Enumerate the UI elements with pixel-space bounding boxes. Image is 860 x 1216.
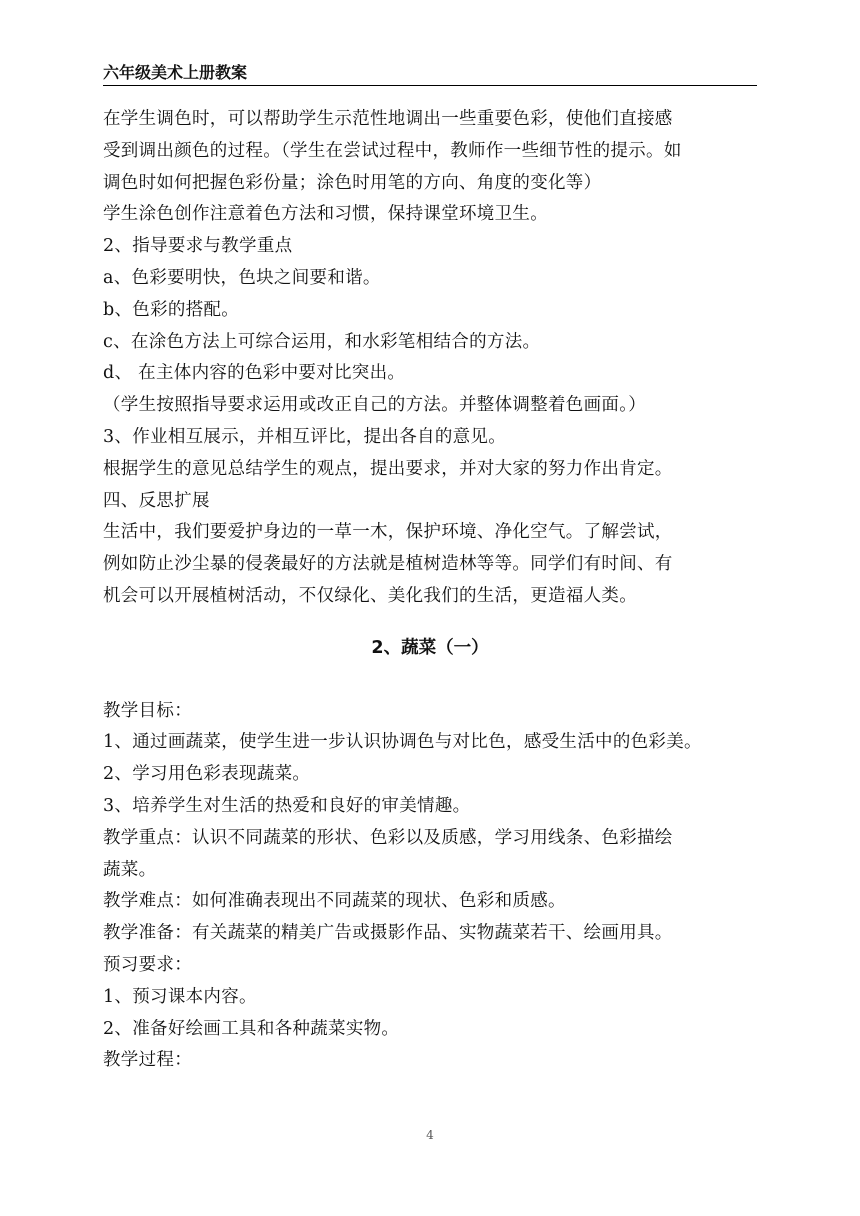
section-title: 2、蔬菜（一） [371,637,489,658]
paragraph-line: 2、学习用色彩表现蔬菜。 [103,764,311,785]
paragraph-line: 根据学生的意见总结学生的观点，提出要求，并对大家的努力作出肯定。 [103,458,673,479]
paragraph-line: b、色彩的搭配。 [103,299,240,320]
paragraph-line: 2、指导要求与教学重点 [103,236,293,257]
paragraph-line: 预习要求： [103,954,192,975]
paragraph-line: 2、准备好绘画工具和各种蔬菜实物。 [103,1018,400,1039]
paragraph-line: 调色时如何把握色彩份量；涂色时用笔的方向、角度的变化等） [103,172,602,193]
paragraph-line: 教学准备：有关蔬菜的精美广告或摄影作品、实物蔬菜若干、绘画用具。 [103,923,673,944]
paragraph-line: 机会可以开展植树活动，不仅绿化、美化我们的生活，更造福人类。 [103,585,637,606]
paragraph-line: 教学重点：认识不同蔬菜的形状、色彩以及质感，学习用线条、色彩描绘 [103,827,673,848]
paragraph-line: 例如防止沙尘暴的侵袭最好的方法就是植树造林等等。同学们有时间、有 [103,554,673,575]
paragraph-line: 学生涂色创作注意着色方法和习惯，保持课堂环境卫生。 [103,204,548,225]
paragraph-line: 生活中，我们要爱护身边的一草一木，保护环境、净化空气。了解尝试， [103,522,673,543]
paragraph-line: a、色彩要明快，色块之间要和谐。 [103,267,381,288]
page-number: 4 [426,1128,434,1142]
paragraph-line: 3、作业相互展示，并相互评比，提出各自的意见。 [103,426,507,447]
paragraph-line: 四、反思扩展 [103,490,210,511]
paragraph-line: 在学生调色时，可以帮助学生示范性地调出一些重要色彩，使他们直接感 [103,109,673,129]
paragraph-line: c、在涂色方法上可综合运用，和水彩笔相结合的方法。 [103,331,541,352]
paragraph-line: 教学目标： [103,700,192,721]
paragraph-line: d、 在主体内容的色彩中要对比突出。 [103,363,406,384]
paragraph-line: 教学过程： [103,1050,192,1071]
paragraph-line: （学生按照指导要求运用或改正自己的方法。并整体调整着色画面。） [103,395,647,416]
paragraph-line: 3、培养学生对生活的热爱和良好的审美情趣。 [103,795,471,816]
header-divider [103,85,757,86]
paragraph-line: 1、预习课本内容。 [103,986,257,1007]
paragraph-line: 1、通过画蔬菜，使学生进一步认识协调色与对比色，感受生活中的色彩美。 [103,732,702,753]
paragraph-line: 教学难点：如何准确表现出不同蔬菜的现状、色彩和质感。 [103,891,566,912]
paragraph-line: 受到调出颜色的过程。（学生在尝试过程中，教师作一些细节性的提示。如 [103,140,682,161]
document-body [103,104,763,1077]
page-header-title: 六年级美术上册教案 [103,63,248,82]
paragraph-line: 蔬菜。 [103,859,157,880]
